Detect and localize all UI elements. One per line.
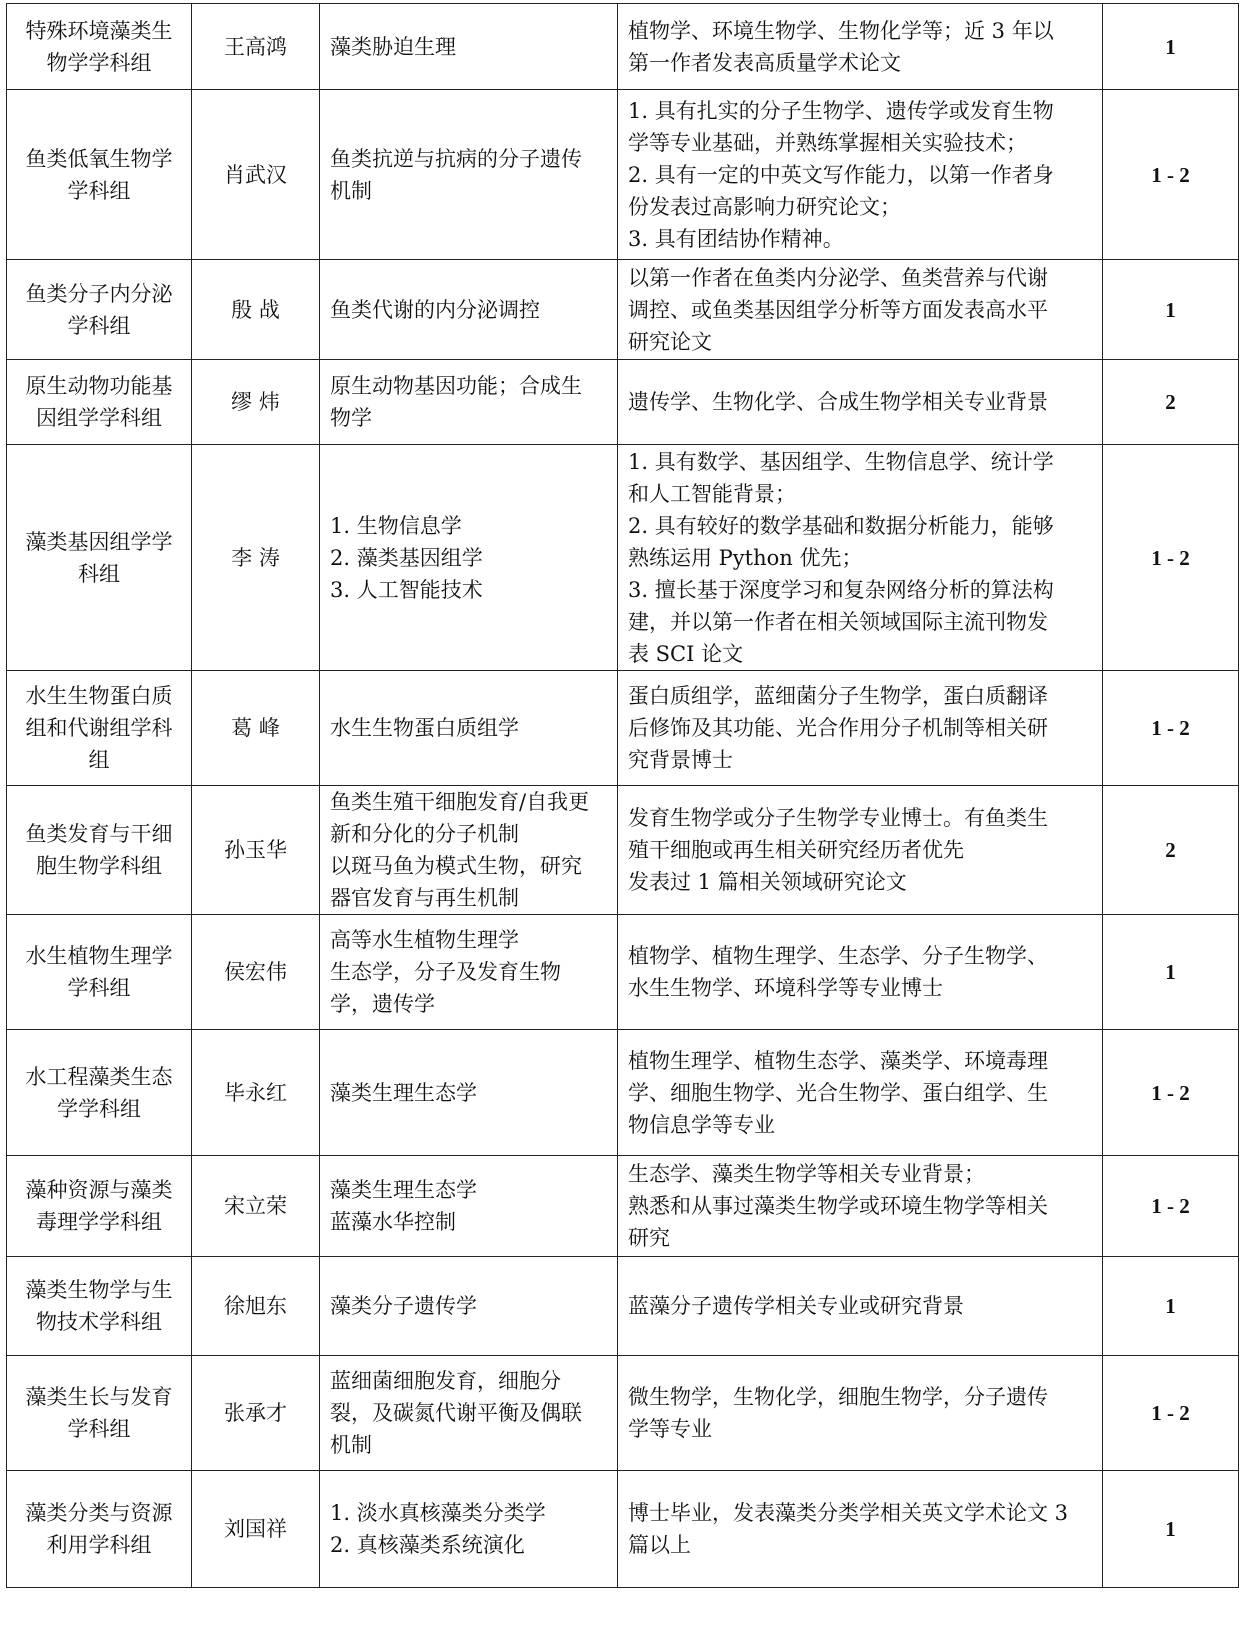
supervisor-name: 殷 战 xyxy=(231,297,280,322)
supervisor-cell xyxy=(192,786,320,915)
count-value: 1 xyxy=(1165,297,1176,322)
group-line: 鱼类分子内分泌 xyxy=(25,281,173,306)
direction-cell xyxy=(320,4,618,90)
supervisor-name: 缪 炜 xyxy=(231,390,280,414)
supervisor-cell xyxy=(192,1356,320,1471)
requirements-line: 蛋白质组学，蓝细菌分子生物学，蛋白质翻译 xyxy=(628,684,1048,708)
requirements-line: 植物学、环境生物学、生物化学等；近 3 年以 xyxy=(628,18,1054,43)
requirements-line: 第一作者发表高质量学术论文 xyxy=(628,50,901,75)
count-value: 1 xyxy=(1165,1517,1176,1541)
group-cell xyxy=(7,360,192,445)
supervisor-name: 肖武汉 xyxy=(224,162,287,187)
group-line: 水生生物蛋白质 xyxy=(25,684,173,708)
requirements-line: 3. 具有团结协作精神。 xyxy=(628,226,844,251)
count-value: 1 - 2 xyxy=(1151,1401,1190,1425)
requirements-line: 调控、或鱼类基因组学分析等方面发表高水平 xyxy=(628,297,1048,322)
supervisor-cell xyxy=(192,671,320,786)
count-value: 1 - 2 xyxy=(1151,1080,1190,1105)
supervisor-name: 孙玉华 xyxy=(224,838,287,862)
requirements-line: 物信息学等专业 xyxy=(628,1112,775,1137)
supervisor-name: 毕永红 xyxy=(224,1080,287,1105)
table-row xyxy=(7,1356,1239,1471)
supervisor-cell xyxy=(192,4,320,90)
requirements-line: 2. 具有较好的数学基础和数据分析能力，能够 xyxy=(628,513,1054,538)
supervisor-name: 王高鸿 xyxy=(224,34,287,59)
direction-line: 生态学，分子及发育生物 xyxy=(330,960,561,984)
group-line: 学科组 xyxy=(67,976,131,1000)
direction-cell xyxy=(320,1257,618,1356)
supervisor-name: 刘国祥 xyxy=(224,1517,287,1541)
table-row xyxy=(7,915,1239,1030)
group-cell xyxy=(7,90,192,260)
direction-cell xyxy=(320,360,618,445)
group-line: 毒理学学科组 xyxy=(36,1210,162,1234)
count-value: 1 xyxy=(1165,34,1176,59)
requirements-line: 熟悉和从事过藻类生物学或环境生物学等相关 xyxy=(628,1194,1048,1218)
requirements-line: 植物生理学、植物生态学、藻类学、环境毒理 xyxy=(628,1048,1048,1073)
group-line: 学科组 xyxy=(67,313,131,338)
requirements-cell xyxy=(618,671,1103,786)
group-cell xyxy=(7,4,192,90)
direction-line: 新和分化的分子机制 xyxy=(330,822,519,846)
count-cell xyxy=(1103,1257,1239,1356)
direction-line: 2. 真核藻类系统演化 xyxy=(330,1533,525,1557)
requirements-cell xyxy=(618,1356,1103,1471)
supervisor-cell xyxy=(192,260,320,360)
direction-line: 机制 xyxy=(330,1433,372,1457)
direction-cell xyxy=(320,1471,618,1588)
direction-cell xyxy=(320,1356,618,1471)
direction-line: 蓝藻水华控制 xyxy=(330,1210,456,1234)
table-row xyxy=(7,671,1239,786)
count-value: 2 xyxy=(1165,838,1176,862)
count-cell xyxy=(1103,360,1239,445)
requirements-line: 蓝藻分子遗传学相关专业或研究背景 xyxy=(628,1294,964,1318)
supervisor-name: 徐旭东 xyxy=(224,1294,287,1318)
requirements-cell xyxy=(618,360,1103,445)
requirements-line: 学、细胞生物学、光合生物学、蛋白组学、生 xyxy=(628,1080,1048,1105)
group-cell xyxy=(7,1030,192,1156)
direction-line: 2. 藻类基因组学 xyxy=(330,545,483,570)
group-line: 藻类基因组学学 xyxy=(25,529,173,554)
group-line: 藻类生物学与生 xyxy=(25,1278,173,1302)
supervisor-cell xyxy=(192,1156,320,1257)
count-cell xyxy=(1103,445,1239,671)
count-value: 1 - 2 xyxy=(1151,1194,1190,1218)
supervisor-cell xyxy=(192,915,320,1030)
requirements-cell xyxy=(618,90,1103,260)
group-cell xyxy=(7,1471,192,1588)
direction-line: 藻类生理生态学 xyxy=(330,1178,477,1202)
requirements-cell xyxy=(618,1156,1103,1257)
requirements-line: 后修饰及其功能、光合作用分子机制等相关研 xyxy=(628,716,1048,740)
group-line: 胞生物学科组 xyxy=(36,854,162,878)
requirements-cell xyxy=(618,260,1103,360)
requirements-line: 和人工智能背景； xyxy=(628,481,796,506)
count-value: 1 xyxy=(1165,960,1176,984)
direction-cell xyxy=(320,671,618,786)
table-row xyxy=(7,786,1239,915)
direction-line: 原生动物基因功能；合成生 xyxy=(330,374,582,398)
count-cell xyxy=(1103,915,1239,1030)
direction-cell xyxy=(320,1030,618,1156)
group-line: 因组学学科组 xyxy=(36,406,162,430)
count-cell xyxy=(1103,1156,1239,1257)
group-line: 藻种资源与藻类 xyxy=(25,1178,173,1202)
direction-line: 蓝细菌细胞发育，细胞分 xyxy=(330,1369,561,1393)
requirements-line: 水生生物学、环境科学等专业博士 xyxy=(628,976,943,1000)
count-value: 1 - 2 xyxy=(1151,545,1190,570)
group-line: 水生植物生理学 xyxy=(25,944,173,968)
count-value: 2 xyxy=(1165,390,1176,414)
supervisor-name: 宋立荣 xyxy=(224,1194,287,1218)
direction-line: 1. 生物信息学 xyxy=(330,513,462,538)
group-line: 藻类分类与资源 xyxy=(25,1501,173,1525)
requirements-line: 学等专业基础，并熟练掌握相关实验技术； xyxy=(628,130,1027,155)
direction-line: 裂，及碳氮代谢平衡及偶联 xyxy=(330,1401,582,1425)
count-cell xyxy=(1103,1471,1239,1588)
group-line: 原生动物功能基 xyxy=(25,374,173,398)
requirements-line: 3. 擅长基于深度学习和复杂网络分析的算法构 xyxy=(628,577,1054,602)
direction-line: 1. 淡水真核藻类分类学 xyxy=(330,1501,546,1525)
supervisor-cell xyxy=(192,445,320,671)
requirements-cell xyxy=(618,915,1103,1030)
group-cell xyxy=(7,1356,192,1471)
requirements-line: 发表过 1 篇相关领域研究论文 xyxy=(628,870,907,894)
direction-cell xyxy=(320,915,618,1030)
group-line: 利用学科组 xyxy=(46,1533,152,1557)
group-line: 藻类生长与发育 xyxy=(25,1385,173,1409)
direction-line: 机制 xyxy=(330,178,372,203)
requirements-line: 植物学、植物生理学、生态学、分子生物学、 xyxy=(628,944,1048,968)
direction-line: 藻类分子遗传学 xyxy=(330,1294,477,1318)
supervisor-cell xyxy=(192,1030,320,1156)
requirements-line: 篇以上 xyxy=(628,1533,691,1557)
direction-line: 物学 xyxy=(330,406,372,430)
direction-cell xyxy=(320,260,618,360)
direction-cell xyxy=(320,90,618,260)
count-value: 1 xyxy=(1165,1294,1176,1318)
recruitment-table xyxy=(6,3,1239,1588)
count-cell xyxy=(1103,1356,1239,1471)
direction-line: 3. 人工智能技术 xyxy=(330,577,483,602)
direction-cell xyxy=(320,1156,618,1257)
group-line: 物技术学科组 xyxy=(36,1310,162,1334)
supervisor-name: 张承才 xyxy=(224,1401,287,1425)
count-cell xyxy=(1103,90,1239,260)
supervisor-cell xyxy=(192,1471,320,1588)
table-row xyxy=(7,260,1239,360)
count-cell xyxy=(1103,786,1239,915)
direction-line: 鱼类抗逆与抗病的分子遗传 xyxy=(330,146,582,171)
requirements-cell xyxy=(618,4,1103,90)
group-line: 特殊环境藻类生 xyxy=(25,18,173,43)
table-row xyxy=(7,1471,1239,1588)
group-line: 组和代谢组学科 xyxy=(25,716,173,740)
group-line: 鱼类低氧生物学 xyxy=(25,146,173,171)
requirements-line: 份发表过高影响力研究论文； xyxy=(628,194,901,219)
count-cell xyxy=(1103,260,1239,360)
count-value: 1 - 2 xyxy=(1151,716,1190,740)
group-line: 学科组 xyxy=(67,178,131,203)
requirements-line: 博士毕业，发表藻类分类学相关英文学术论文 3 xyxy=(628,1501,1069,1525)
group-cell xyxy=(7,1257,192,1356)
group-cell xyxy=(7,260,192,360)
group-line: 科组 xyxy=(78,561,120,586)
count-cell xyxy=(1103,4,1239,90)
requirements-cell xyxy=(618,1257,1103,1356)
requirements-cell xyxy=(618,445,1103,671)
requirements-line: 表 SCI 论文 xyxy=(628,641,744,666)
direction-cell xyxy=(320,445,618,671)
direction-line: 水生生物蛋白质组学 xyxy=(330,716,519,740)
requirements-line: 2. 具有一定的中英文写作能力，以第一作者身 xyxy=(628,162,1054,187)
supervisor-name: 李 涛 xyxy=(231,545,280,570)
direction-cell xyxy=(320,786,618,915)
requirements-line: 发育生物学或分子生物学专业博士。有鱼类生 xyxy=(628,806,1048,830)
requirements-line: 究背景博士 xyxy=(628,748,733,772)
requirements-line: 1. 具有数学、基因组学、生物信息学、统计学 xyxy=(628,449,1054,474)
table-row xyxy=(7,360,1239,445)
group-cell xyxy=(7,671,192,786)
direction-line: 器官发育与再生机制 xyxy=(330,886,519,910)
supervisor-cell xyxy=(192,90,320,260)
count-cell xyxy=(1103,1030,1239,1156)
direction-line: 藻类生理生态学 xyxy=(330,1080,477,1105)
requirements-line: 研究论文 xyxy=(628,329,712,354)
requirements-line: 殖干细胞或再生相关研究经历者优先 xyxy=(628,838,964,862)
table-row xyxy=(7,4,1239,90)
table-row xyxy=(7,445,1239,671)
group-line: 学学科组 xyxy=(57,1096,141,1121)
table-row xyxy=(7,1156,1239,1257)
group-line: 鱼类发育与干细 xyxy=(25,822,173,846)
requirements-cell xyxy=(618,1030,1103,1156)
direction-line: 学，遗传学 xyxy=(330,992,435,1016)
requirements-line: 生态学、藻类生物学等相关专业背景； xyxy=(628,1162,985,1186)
direction-line: 鱼类生殖干细胞发育/自我更 xyxy=(330,790,590,814)
direction-line: 藻类胁迫生理 xyxy=(330,34,456,59)
supervisor-cell xyxy=(192,1257,320,1356)
requirements-cell xyxy=(618,1471,1103,1588)
table-row xyxy=(7,90,1239,260)
group-line: 水工程藻类生态 xyxy=(25,1064,173,1089)
requirements-line: 微生物学，生物化学，细胞生物学，分子遗传 xyxy=(628,1385,1048,1409)
group-cell xyxy=(7,1156,192,1257)
group-line: 学科组 xyxy=(67,1417,131,1441)
requirements-line: 1. 具有扎实的分子生物学、遗传学或发育生物 xyxy=(628,98,1054,123)
direction-line: 以斑马鱼为模式生物，研究 xyxy=(330,854,582,878)
group-cell xyxy=(7,445,192,671)
direction-line: 鱼类代谢的内分泌调控 xyxy=(330,297,540,322)
count-value: 1 - 2 xyxy=(1151,162,1190,187)
requirements-line: 研究 xyxy=(628,1226,670,1250)
requirements-line: 学等专业 xyxy=(628,1417,712,1441)
direction-line: 高等水生植物生理学 xyxy=(330,928,519,952)
requirements-line: 熟练运用 Python 优先； xyxy=(628,545,863,570)
table-row xyxy=(7,1030,1239,1156)
count-cell xyxy=(1103,671,1239,786)
supervisor-name: 葛 峰 xyxy=(231,716,280,740)
group-cell xyxy=(7,915,192,1030)
table-body xyxy=(7,4,1239,1588)
requirements-cell xyxy=(618,786,1103,915)
table-row xyxy=(7,1257,1239,1356)
group-line: 物学学科组 xyxy=(46,50,152,75)
requirements-line: 建，并以第一作者在相关领域国际主流刊物发 xyxy=(628,609,1048,634)
requirements-line: 遗传学、生物化学、合成生物学相关专业背景 xyxy=(628,390,1048,414)
requirements-line: 以第一作者在鱼类内分泌学、鱼类营养与代谢 xyxy=(628,265,1048,290)
group-line: 组 xyxy=(88,748,110,772)
supervisor-cell xyxy=(192,360,320,445)
supervisor-name: 侯宏伟 xyxy=(224,960,287,984)
group-cell xyxy=(7,786,192,915)
